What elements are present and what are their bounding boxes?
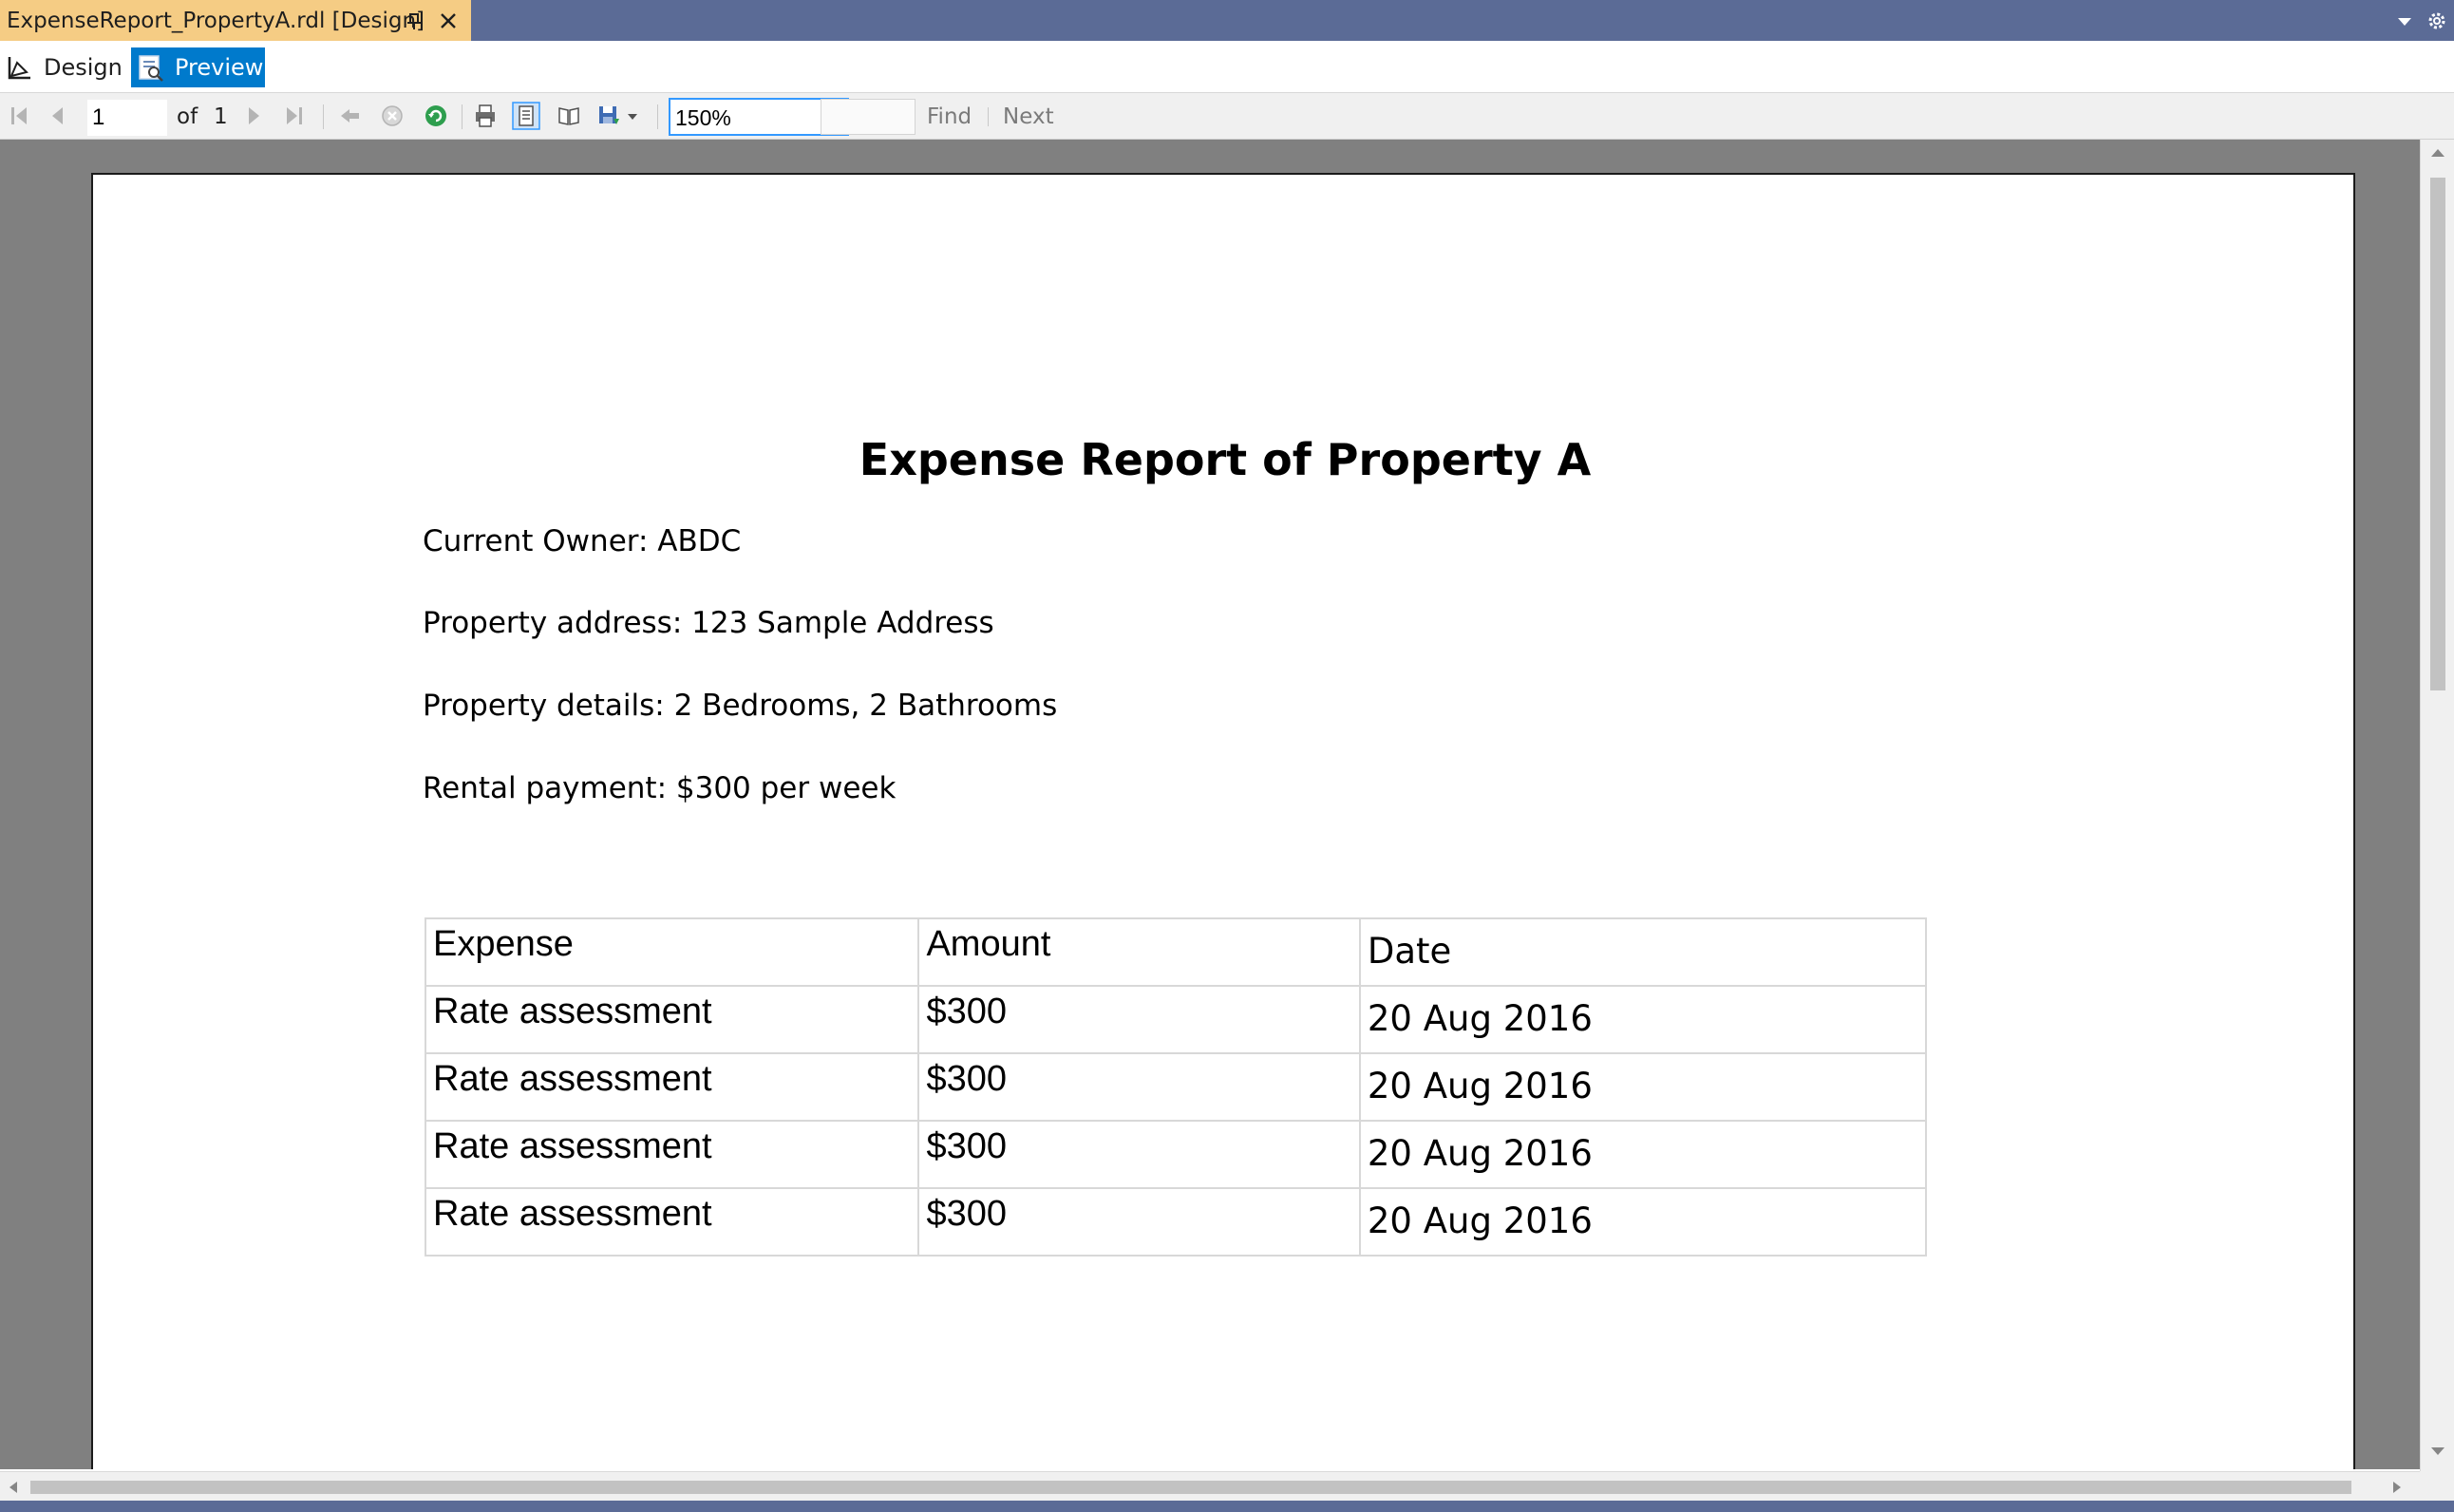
table-header-row	[425, 918, 1926, 986]
date-cell: 20 Aug 2016	[1360, 986, 1926, 1053]
scroll-up-icon[interactable]	[2429, 147, 2446, 159]
design-icon	[6, 53, 34, 82]
vertical-scroll-thumb[interactable]	[2430, 178, 2445, 690]
window-bottom-border	[0, 1501, 2454, 1512]
table-row	[425, 986, 1926, 1053]
document-tab-title: ExpenseReport_PropertyA.rdl [Design]	[7, 8, 425, 33]
expense-cell: Rate assessment	[425, 1053, 918, 1121]
close-icon[interactable]	[438, 10, 459, 31]
find-input[interactable]	[821, 99, 916, 135]
expense-cell: Rate assessment	[425, 986, 918, 1053]
zoom-value: 150%	[675, 105, 731, 130]
stop-icon[interactable]	[380, 104, 405, 128]
document-tab-bar	[0, 0, 2454, 41]
expense-cell: Rate assessment	[425, 1121, 918, 1188]
report-viewer-toolbar	[0, 92, 2454, 140]
previous-page-icon[interactable]	[46, 104, 70, 128]
amount-cell: $300	[918, 1188, 1359, 1256]
header-amount: Amount	[918, 918, 1359, 986]
chevron-down-icon[interactable]	[2397, 16, 2412, 28]
design-tab-label: Design	[44, 54, 123, 81]
export-icon[interactable]	[596, 104, 621, 128]
property-details-text: Property details: 2 Bedrooms, 2 Bathrooms	[423, 689, 1058, 723]
vertical-scrollbar[interactable]	[2420, 140, 2454, 1471]
current-owner-text: Current Owner: ABDC	[423, 524, 742, 558]
date-cell: 20 Aug 2016	[1360, 1053, 1926, 1121]
scroll-left-icon[interactable]	[8, 1480, 19, 1495]
amount-cell: $300	[918, 1121, 1359, 1188]
property-address-text: Property address: 123 Sample Address	[423, 606, 994, 640]
find-button[interactable]: Find	[927, 104, 972, 129]
gear-icon[interactable]	[2426, 9, 2448, 32]
print-icon[interactable]	[473, 104, 498, 128]
next-page-icon[interactable]	[241, 104, 266, 128]
report-page	[91, 173, 2355, 1469]
date-cell: 20 Aug 2016	[1360, 1121, 1926, 1188]
preview-tab-label: Preview	[175, 54, 264, 81]
rental-payment-text: Rental payment: $300 per week	[423, 771, 897, 805]
export-dropdown-icon[interactable]	[627, 112, 638, 122]
page-of-label: of	[177, 104, 198, 129]
amount-cell: $300	[918, 986, 1359, 1053]
refresh-icon[interactable]	[424, 104, 448, 128]
last-page-icon[interactable]	[281, 104, 306, 128]
pin-icon[interactable]	[405, 11, 424, 30]
preview-icon	[135, 52, 165, 83]
header-date: Date	[1360, 918, 1926, 986]
document-tab[interactable]	[0, 0, 471, 41]
design-tab[interactable]	[6, 48, 123, 86]
horizontal-scrollbar[interactable]	[0, 1471, 2420, 1501]
report-title: Expense Report of Property A	[859, 434, 1592, 485]
view-mode-toolbar	[0, 41, 2454, 92]
first-page-icon[interactable]	[8, 104, 32, 128]
table-row	[425, 1121, 1926, 1188]
page-total-label: 1	[214, 104, 228, 129]
page-setup-icon[interactable]	[557, 104, 581, 128]
toolbar-separator	[323, 104, 324, 129]
current-page-input[interactable]	[87, 100, 167, 136]
scroll-down-icon[interactable]	[2429, 1446, 2446, 1457]
preview-tab[interactable]	[131, 47, 265, 87]
horizontal-scroll-thumb[interactable]	[30, 1481, 2351, 1494]
toolbar-separator	[988, 107, 989, 126]
header-expense: Expense	[425, 918, 918, 986]
amount-cell: $300	[918, 1053, 1359, 1121]
expense-cell: Rate assessment	[425, 1188, 918, 1256]
date-cell: 20 Aug 2016	[1360, 1188, 1926, 1256]
scroll-right-icon[interactable]	[2391, 1480, 2403, 1495]
table-row	[425, 1053, 1926, 1121]
toolbar-separator	[657, 104, 658, 129]
expense-table	[425, 917, 1927, 1257]
report-canvas	[0, 140, 2454, 1469]
back-to-parent-icon[interactable]	[338, 104, 363, 128]
scrollbar-corner	[2420, 1471, 2454, 1501]
find-next-button[interactable]: Next	[1003, 104, 1054, 129]
table-row	[425, 1188, 1926, 1256]
print-layout-icon[interactable]	[512, 102, 540, 130]
